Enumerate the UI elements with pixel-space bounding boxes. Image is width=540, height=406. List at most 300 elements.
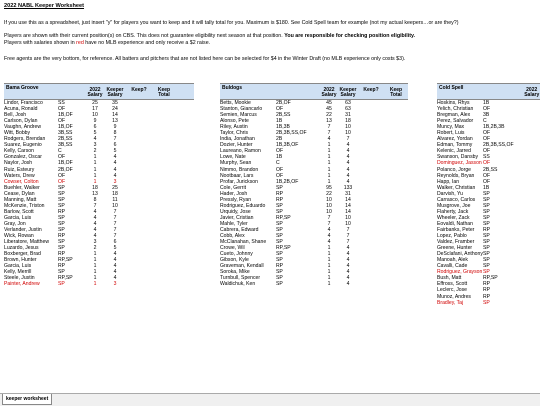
player-position: RP bbox=[276, 190, 284, 197]
salary-column-header bbox=[86, 88, 104, 98]
salary-column-header bbox=[523, 88, 540, 98]
player-name: Bell, Josh bbox=[4, 112, 27, 119]
player-keeper-salary: 4 bbox=[113, 269, 117, 276]
player-salary: 1 bbox=[327, 172, 331, 179]
player-keeper-salary: 11 bbox=[112, 196, 118, 203]
player-position: SP bbox=[276, 208, 283, 215]
player-keeper-salary: 10 bbox=[112, 202, 118, 209]
player-position: SS bbox=[58, 100, 65, 106]
player-name: Gonzalez, Oscar bbox=[4, 154, 42, 161]
keep-cell[interactable] bbox=[126, 281, 152, 287]
player-position: C bbox=[276, 160, 280, 167]
salary-header-year: 2022 bbox=[89, 87, 101, 93]
player-salary: 45 bbox=[326, 100, 332, 106]
player-keeper-salary: 6 bbox=[113, 239, 117, 246]
keep-column-header bbox=[126, 88, 152, 98]
player-salary: 1 bbox=[327, 142, 331, 149]
player-name: Eovaldi, Nathan bbox=[437, 220, 473, 227]
player-position: SP bbox=[58, 196, 65, 203]
keep-cell[interactable] bbox=[358, 281, 384, 287]
player-keeper-salary: 4 bbox=[113, 160, 117, 167]
player-position: SP bbox=[276, 220, 283, 227]
player-salary: 1 bbox=[93, 154, 97, 161]
player-name: Manning, Matt bbox=[4, 196, 37, 203]
player-position: SP bbox=[58, 269, 65, 276]
player-name: Cobb, Alex bbox=[220, 233, 245, 240]
player-name: Dominguez, Jasson bbox=[437, 160, 482, 167]
player-name: Dozier, Hunter bbox=[220, 142, 253, 149]
player-name: Lowe, Nate bbox=[220, 154, 246, 161]
player-keeper-salary: 4 bbox=[346, 154, 350, 161]
player-position: C bbox=[482, 118, 487, 125]
player-keeper-salary: 4 bbox=[346, 178, 350, 185]
player-name: Alvarez, Yordan bbox=[437, 136, 473, 143]
player-salary: 1 bbox=[93, 257, 97, 264]
player-name: Painter, Andrew bbox=[4, 281, 40, 288]
player-name: Carrasco, Carlos bbox=[437, 196, 476, 203]
player-position: RP bbox=[58, 208, 66, 215]
player-name: Greene, Hunter bbox=[437, 245, 473, 252]
player-salary: 1 bbox=[327, 275, 331, 282]
player-salary: 4 bbox=[327, 239, 331, 246]
player-keeper-salary: 4 bbox=[346, 275, 350, 282]
player-keeper-salary: 35 bbox=[112, 100, 118, 106]
player-salary: 1 bbox=[327, 245, 331, 252]
eligibility-warning: You are responsible for checking position eligibility. bbox=[284, 33, 415, 39]
player-salary: 4 bbox=[93, 233, 97, 240]
player-name: Stanton, Giancarlo bbox=[220, 106, 263, 113]
player-keeper-salary: 7 bbox=[346, 136, 350, 143]
player-keeper-salary: 7 bbox=[113, 136, 117, 143]
player-keeper-salary: 4 bbox=[346, 281, 350, 288]
intro-line-4: Free agents are the very bottom, for reference. All batters and pitchers that are not listed here can be selected for $4 in the Winter Draft (no MLB experience only costs $3). bbox=[4, 56, 406, 62]
player-position: SP bbox=[482, 257, 490, 264]
player-keeper-salary: 14 bbox=[345, 196, 351, 203]
player-salary: 95 bbox=[326, 184, 332, 191]
player-keeper-salary: 10 bbox=[345, 124, 351, 131]
player-name: Muncy, Max bbox=[437, 124, 465, 131]
player-position: SP bbox=[482, 214, 490, 221]
player-name: Cabrera, Edward bbox=[220, 226, 259, 233]
player-position: RP bbox=[58, 251, 66, 258]
salary-column-header bbox=[320, 88, 338, 98]
player-position: OF bbox=[58, 106, 66, 113]
player-name: Wheeler, Zack bbox=[437, 214, 470, 221]
player-keeper-salary: 14 bbox=[345, 202, 351, 209]
salary-header-label: Salary bbox=[321, 92, 337, 98]
salary-header-year: 2022 bbox=[526, 87, 538, 93]
player-row bbox=[4, 281, 194, 287]
player-keeper-salary: 4 bbox=[113, 251, 117, 258]
player-salary: 7 bbox=[327, 124, 331, 131]
team-block-cold-spell bbox=[437, 83, 540, 306]
player-name: Suarez, Eugenio bbox=[4, 142, 42, 149]
player-salary: 1 bbox=[93, 269, 97, 276]
player-position: 1B,OF bbox=[58, 112, 73, 119]
player-keeper-salary: 4 bbox=[346, 166, 350, 173]
player-salary: 1 bbox=[327, 251, 331, 258]
keeper-salary-column-header bbox=[338, 88, 358, 98]
player-position: OF bbox=[276, 172, 284, 179]
header-spacer bbox=[437, 88, 523, 98]
player-name: Cease, Dylan bbox=[4, 190, 35, 197]
player-position: 1B,3B,OF bbox=[276, 142, 299, 149]
player-name: Yelich, Christian bbox=[437, 106, 474, 113]
player-name: Waldichuk, Ken bbox=[220, 281, 256, 288]
player-name: Waters, Drew bbox=[4, 172, 35, 179]
player-name: Betts, Mookie bbox=[220, 100, 251, 106]
keeper-header-bottom: Salary bbox=[340, 92, 356, 98]
player-salary: 10 bbox=[92, 112, 98, 119]
player-name: Perez, Salvador bbox=[437, 118, 474, 125]
keeper-header-top: Keeper bbox=[106, 87, 124, 93]
player-keeper-salary: 10 bbox=[345, 130, 351, 137]
player-salary: 1 bbox=[93, 160, 97, 167]
total-header-bottom: Total bbox=[390, 92, 402, 98]
player-salary: 9 bbox=[93, 118, 97, 125]
player-position: 2B,SS bbox=[58, 136, 73, 143]
player-salary: 45 bbox=[326, 106, 332, 113]
player-position: SP bbox=[482, 263, 490, 270]
player-name: Carlson, Dylan bbox=[4, 118, 38, 125]
player-salary: 1 bbox=[327, 160, 331, 167]
player-position: SP bbox=[276, 239, 283, 246]
intro-line-3-text-b: have no MLB experience and only receive a $2 raise. bbox=[83, 40, 211, 46]
player-name: Crowe, Wil bbox=[220, 245, 245, 252]
keep-total-cell bbox=[152, 281, 176, 287]
player-keeper-salary: 7 bbox=[113, 233, 117, 240]
player-keeper-salary: 4 bbox=[346, 263, 350, 270]
player-name: Leclerc, Jose bbox=[437, 287, 468, 294]
player-keeper-salary: 4 bbox=[346, 245, 350, 252]
player-position: SP bbox=[482, 239, 490, 246]
player-position: C bbox=[58, 148, 62, 155]
player-keeper-salary: 4 bbox=[113, 172, 117, 179]
player-position: 1B,2B,OF bbox=[276, 178, 299, 185]
player-name: Laureano, Ramon bbox=[220, 148, 261, 155]
player-salary: 4 bbox=[93, 136, 97, 143]
player-keeper-salary: 4 bbox=[113, 263, 117, 270]
player-salary: 1 bbox=[327, 178, 331, 185]
player-position: 2B,SS bbox=[276, 112, 291, 119]
player-name: Nimmo, Brandon bbox=[220, 166, 259, 173]
player-keeper-salary: 14 bbox=[112, 112, 118, 119]
player-name: Lopez, Pablo bbox=[437, 233, 467, 240]
player-name: Flaherty, Jack bbox=[437, 208, 469, 215]
keeper-salary-column-header bbox=[104, 88, 126, 98]
player-name: Swanson, Dansby bbox=[437, 154, 479, 161]
intro-line-3 bbox=[4, 40, 210, 46]
player-name: Gibson, Kyle bbox=[220, 257, 249, 264]
player-position: SP bbox=[482, 202, 490, 209]
player-salary: 7 bbox=[327, 214, 331, 221]
team-header bbox=[437, 83, 540, 100]
player-name: Profar, Jurickson bbox=[220, 178, 258, 185]
intro-line-3-text-a: Players with salaries shown in bbox=[4, 40, 77, 46]
player-name: Robert, Luis bbox=[437, 130, 465, 137]
player-name: Urquidy, Jose bbox=[220, 208, 251, 215]
player-salary: 4 bbox=[327, 233, 331, 240]
player-position: SP bbox=[276, 275, 283, 282]
player-name: Lindor, Francisco bbox=[4, 100, 43, 106]
player-keeper-salary: 25 bbox=[112, 184, 118, 191]
player-name: Rodriguez, Grayson bbox=[437, 269, 483, 276]
player-keeper-salary: 31 bbox=[345, 112, 351, 119]
intro-line-2-text: Players are shown with their current position(s) on CBS. This does not guarantee eligibility next season at that position. bbox=[4, 33, 285, 39]
player-name: Buehler, Walker bbox=[4, 184, 40, 191]
worksheet-title: 2022 NABL Keeper Worksheet bbox=[4, 3, 85, 9]
player-position: SP bbox=[276, 257, 283, 264]
player-position: SP bbox=[58, 226, 65, 233]
player-name: Witt, Bobby bbox=[4, 130, 31, 137]
player-position: SP bbox=[276, 184, 283, 191]
player-name: Ruiz, Esteury bbox=[4, 166, 35, 173]
player-position: OF bbox=[482, 106, 491, 113]
player-keeper-salary: 24 bbox=[112, 106, 118, 113]
total-column-header bbox=[152, 88, 176, 98]
player-name: Kelly, Merrill bbox=[4, 269, 32, 276]
player-name: Luzardo, Jesus bbox=[4, 245, 39, 252]
player-salary: 2 bbox=[93, 245, 97, 252]
player-position: OF bbox=[482, 160, 491, 167]
player-position: SP bbox=[482, 208, 490, 215]
team-header bbox=[4, 83, 194, 100]
player-position: SP bbox=[58, 190, 65, 197]
player-position: RP,SP bbox=[276, 214, 291, 221]
player-name: Cole, Gerrit bbox=[220, 184, 247, 191]
player-name: Vaughn, Andrew bbox=[4, 124, 42, 131]
player-name: Alonso, Pete bbox=[220, 118, 249, 125]
player-position: OF bbox=[482, 130, 491, 137]
player-position: RP,SP bbox=[58, 275, 73, 282]
total-header-bottom: Total bbox=[158, 92, 170, 98]
player-position: RP bbox=[276, 263, 284, 270]
player-position: RP bbox=[482, 281, 491, 288]
player-name: Darvish, Yu bbox=[437, 190, 463, 197]
player-keeper-salary: 5 bbox=[113, 148, 117, 155]
player-position: OF bbox=[58, 172, 66, 179]
player-salary: 1 bbox=[327, 257, 331, 264]
player-name: Kelenic, Jarred bbox=[437, 148, 471, 155]
player-salary: 22 bbox=[326, 112, 332, 119]
column-headers bbox=[220, 88, 408, 98]
player-keeper-salary: 5 bbox=[113, 245, 117, 252]
player-keeper-salary: 63 bbox=[345, 106, 351, 113]
player-name: Fairbanks, Peter bbox=[437, 226, 475, 233]
player-keeper-salary: 7 bbox=[346, 239, 350, 246]
player-salary: 7 bbox=[327, 220, 331, 227]
player-name: Bregman, Alex bbox=[437, 112, 471, 119]
player-position: SP bbox=[276, 202, 283, 209]
player-position: 1B,OF bbox=[58, 124, 73, 131]
player-name: Brown, Hunter bbox=[4, 257, 37, 264]
player-position: RP,SP bbox=[276, 245, 291, 252]
player-name: Wick, Rowan bbox=[4, 233, 34, 240]
player-salary: 4 bbox=[93, 226, 97, 233]
player-keeper-salary: 4 bbox=[346, 257, 350, 264]
player-name: McClanahan, Shane bbox=[220, 239, 267, 246]
player-salary: 1 bbox=[327, 148, 331, 155]
header-spacer bbox=[220, 88, 320, 98]
player-position: OF bbox=[58, 178, 66, 185]
player-salary: 1 bbox=[93, 263, 97, 270]
player-keeper-salary: 7 bbox=[346, 233, 350, 240]
player-salary: 1 bbox=[327, 166, 331, 173]
player-position: SP bbox=[482, 196, 490, 203]
player-list bbox=[4, 100, 194, 287]
player-position: 2B,OF bbox=[276, 100, 291, 106]
player-position: 2B,SS bbox=[482, 166, 498, 173]
player-salary: 13 bbox=[92, 190, 98, 197]
keep-column-header bbox=[358, 88, 384, 98]
player-salary: 4 bbox=[327, 226, 331, 233]
keep-header-label: Keep? bbox=[131, 87, 147, 93]
player-salary: 7 bbox=[93, 202, 97, 209]
player-keeper-salary: 4 bbox=[113, 166, 117, 173]
player-position: SP bbox=[482, 269, 490, 276]
player-position: 3B,SS bbox=[58, 130, 73, 137]
player-list bbox=[220, 100, 408, 287]
player-name: Bush, Matt bbox=[437, 275, 462, 282]
player-name: Turnbull, Spencer bbox=[220, 275, 261, 282]
header-spacer bbox=[4, 88, 86, 98]
player-keeper-salary: 4 bbox=[346, 172, 350, 179]
player-name: Happ, Ian bbox=[437, 178, 460, 185]
player-salary: 8 bbox=[93, 196, 97, 203]
player-position: 1B,OF bbox=[58, 160, 73, 167]
player-position: RP bbox=[482, 226, 491, 233]
player-salary: 5 bbox=[93, 130, 97, 137]
player-position: SP bbox=[482, 190, 490, 197]
player-salary: 1 bbox=[327, 263, 331, 270]
player-keeper-salary: 7 bbox=[113, 208, 117, 215]
player-keeper-salary: 8 bbox=[113, 130, 117, 137]
player-name: Bradley, Taj bbox=[437, 299, 464, 306]
player-position: SP bbox=[58, 281, 65, 288]
player-salary: 18 bbox=[92, 184, 98, 191]
player-keeper-salary: 18 bbox=[112, 190, 118, 197]
player-salary: 6 bbox=[93, 124, 97, 131]
player-salary: 1 bbox=[93, 178, 97, 185]
player-position: SP bbox=[58, 239, 65, 246]
player-name: Acuna, Ronald bbox=[4, 106, 38, 113]
player-position: OF bbox=[482, 172, 491, 179]
player-keeper-salary: 7 bbox=[346, 226, 350, 233]
player-salary: 10 bbox=[326, 196, 332, 203]
player-name: Verlander, Justin bbox=[4, 226, 42, 233]
player-keeper-salary: 9 bbox=[113, 124, 117, 131]
sheet-tab-keeper-worksheet[interactable]: keeper worksheet bbox=[2, 394, 52, 405]
player-name: India, Jonathan bbox=[220, 136, 255, 143]
player-position: SP bbox=[276, 281, 283, 288]
player-keeper-salary: 4 bbox=[346, 142, 350, 149]
player-keeper-salary: 14 bbox=[345, 208, 351, 215]
player-position: OF bbox=[58, 118, 66, 125]
team-header bbox=[220, 83, 408, 100]
player-position: SS bbox=[482, 154, 490, 161]
player-salary: 3 bbox=[93, 142, 97, 149]
player-row bbox=[220, 281, 408, 287]
player-position: 2B bbox=[276, 136, 283, 143]
keeper-header-top: Keeper bbox=[339, 87, 357, 93]
player-name: Rodgers, Brendan bbox=[4, 136, 46, 143]
player-keeper-salary: 4 bbox=[346, 269, 350, 276]
player-keeper-salary: 7 bbox=[113, 220, 117, 227]
player-position: 1B bbox=[482, 100, 490, 106]
player-name: Pressly, Ryan bbox=[220, 196, 252, 203]
player-keeper-salary: 31 bbox=[345, 190, 351, 197]
player-position: 1B,2B,3B bbox=[482, 124, 505, 131]
total-header-top: Keep bbox=[157, 87, 171, 93]
intro-red-word: red bbox=[76, 40, 84, 46]
player-name: Mahle, Tyler bbox=[220, 220, 248, 227]
player-position: 2B,3B,SS,OF bbox=[482, 142, 514, 149]
team-block-buldogs bbox=[220, 83, 408, 287]
player-keeper-salary: 4 bbox=[113, 257, 117, 264]
keep-header-label: Keep? bbox=[363, 87, 379, 93]
player-keeper-salary: 3 bbox=[113, 281, 117, 288]
player-keeper-salary: 133 bbox=[343, 184, 353, 191]
player-salary: 4 bbox=[327, 136, 331, 143]
column-headers bbox=[437, 88, 540, 98]
player-keeper-salary: 63 bbox=[345, 100, 351, 106]
player-position: RP,SP bbox=[482, 275, 498, 282]
player-position: SP bbox=[58, 245, 65, 252]
player-name: Riley, Austin bbox=[220, 124, 248, 131]
player-salary: 1 bbox=[93, 251, 97, 258]
player-name: Rodriguez, Eduardo bbox=[220, 202, 266, 209]
player-position: SP bbox=[482, 251, 490, 258]
player-name: McKenzie, Triston bbox=[4, 202, 45, 209]
player-name: Cavalli, Cade bbox=[437, 263, 468, 270]
player-keeper-salary: 6 bbox=[113, 142, 117, 149]
player-name: Musgrove, Joe bbox=[437, 202, 471, 209]
player-salary: 4 bbox=[93, 214, 97, 221]
player-position: SP bbox=[58, 184, 65, 191]
player-salary: 1 bbox=[93, 166, 97, 173]
player-position: SP bbox=[276, 233, 283, 240]
player-keeper-salary: 3 bbox=[113, 178, 117, 185]
player-salary: 1 bbox=[327, 154, 331, 161]
player-name: Boxberger, Brad bbox=[4, 251, 41, 258]
player-keeper-salary: 13 bbox=[112, 118, 118, 125]
player-name: Hader, Josh bbox=[220, 190, 248, 197]
player-salary: 4 bbox=[93, 208, 97, 215]
player-list bbox=[437, 100, 540, 306]
player-salary: 1 bbox=[93, 281, 97, 288]
player-position: 1B,3B bbox=[276, 124, 290, 131]
player-position: SP bbox=[58, 220, 65, 227]
player-position: OF bbox=[276, 106, 284, 113]
player-keeper-salary: 4 bbox=[346, 160, 350, 167]
player-name: Javier, Cristian bbox=[220, 214, 254, 221]
sheet-tab-bar bbox=[0, 393, 540, 406]
intro-line-1: If you use this as a spreadsheet, just insert "y" for players you want to keep and it will tally total for you. Maximum is $180. See Cold Spell team for example (not my actual keepers…or are they?) bbox=[4, 20, 459, 26]
column-headers bbox=[4, 88, 194, 98]
team-block-bama-groove bbox=[4, 83, 194, 287]
player-position: 3B bbox=[482, 112, 490, 119]
player-name: Liberatore, Matthew bbox=[4, 239, 50, 246]
player-position: 1B bbox=[276, 154, 283, 161]
player-position: SP bbox=[276, 269, 283, 276]
player-position: 2B,OF bbox=[58, 166, 73, 173]
player-position: RP bbox=[482, 287, 491, 294]
player-position: OF bbox=[58, 154, 66, 161]
player-keeper-salary: 10 bbox=[345, 220, 351, 227]
player-salary: 1 bbox=[327, 281, 331, 288]
player-keeper-salary: 4 bbox=[346, 251, 350, 258]
keeper-header-bottom: Salary bbox=[107, 92, 123, 98]
